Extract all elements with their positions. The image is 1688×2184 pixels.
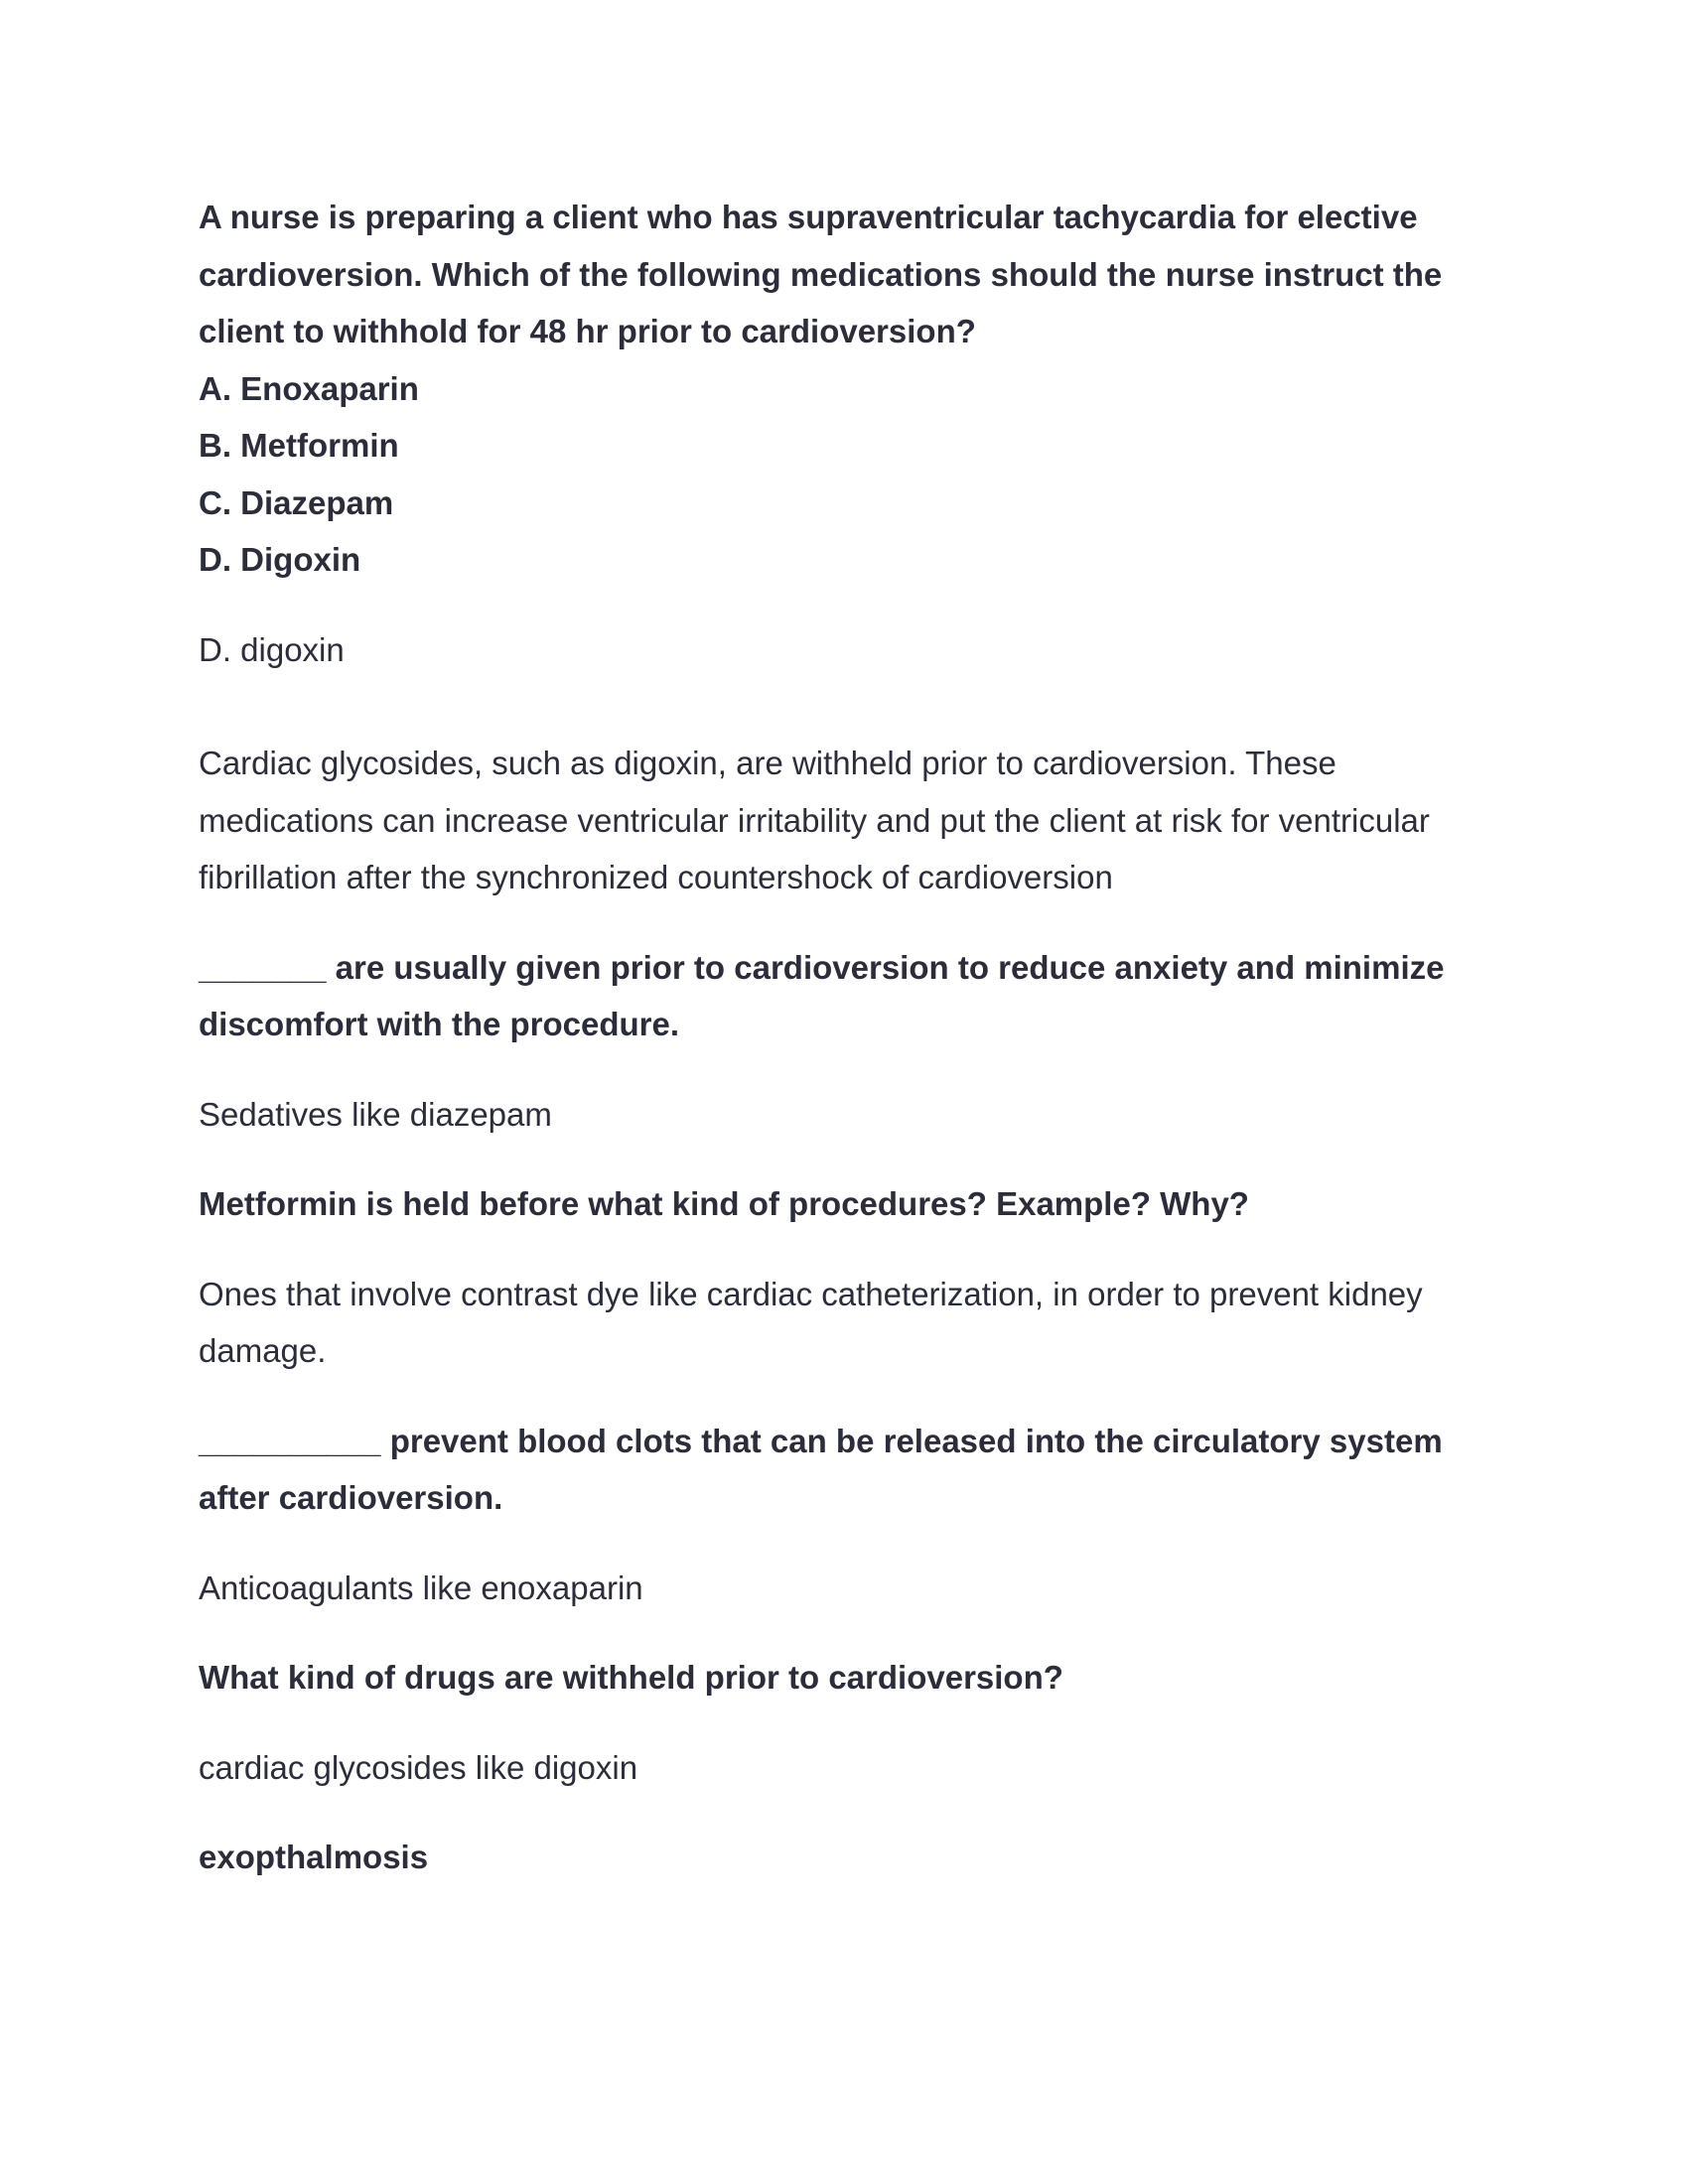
card-5-answer: cardiac glycosides like digoxin [199,1748,638,1786]
card-3-answer-line-1: Ones that involve contrast dye like cardiac catheterization, in order to prevent kidney [199,1275,1423,1312]
card-5-question: What kind of drugs are withheld prior to cardioversion? [199,1659,1063,1696]
question-1-explanation [199,735,1489,906]
explanation-line-3: fibrillation after the synchronized countershock of cardioversion [199,859,1113,895]
document-page [199,189,1489,1886]
option-a: A. Enoxaparin [199,369,419,407]
card-4-question-line-1: __________ prevent blood clots that can be released into the circulatory system [199,1422,1443,1459]
explanation-line-2: medications can increase ventricular irritability and put the client at risk for ventricular [199,801,1430,839]
card-4-answer: Anticoagulants like enoxaparin [199,1569,643,1606]
question-1 [199,189,1489,589]
card-2-question-line-1: _______ are usually given prior to cardioversion to reduce anxiety and minimize [199,948,1445,986]
explanation-line-1: Cardiac glycosides, such as digoxin, are withheld prior to cardioversion. These [199,745,1336,781]
card-6-question: exopthalmosis [199,1839,429,1875]
card-3-question: Metformin is held before what kind of procedures? Example? Why? [199,1185,1249,1222]
card-2-question [199,939,1489,1053]
question-1-stem-line-2: cardioversion. Which of the following medications should the nurse instruct the [199,255,1443,293]
card-2-answer: Sedatives like diazepam [199,1095,552,1133]
card-3-answer-line-2: damage. [199,1332,327,1369]
question-1-stem-line-1: A nurse is preparing a client who has supraventricular tachycardia for elective [199,199,1418,235]
card-4-question [199,1413,1489,1527]
option-b: B. Metformin [199,427,399,464]
card-4-question-line-2: after cardioversion. [199,1479,503,1516]
option-d: D. Digoxin [199,541,361,578]
question-1-answer: D. digoxin [199,630,345,668]
question-1-stem-line-3: client to withhold for 48 hr prior to cardioversion? [199,313,976,349]
card-3-answer [199,1266,1489,1380]
card-2-question-line-2: discomfort with the procedure. [199,1006,680,1042]
option-c: C. Diazepam [199,483,394,521]
